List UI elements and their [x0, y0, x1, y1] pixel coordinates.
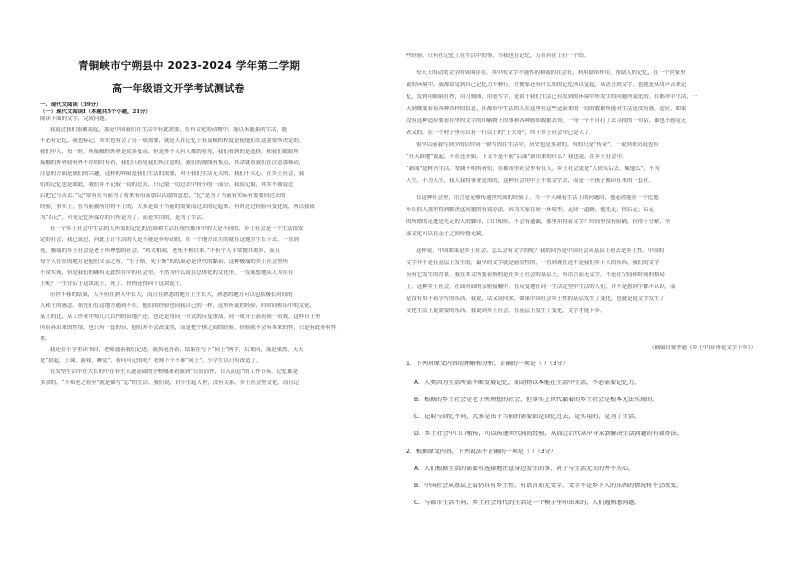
- question-2-option-b[interactable]: B．中国社会从基层上看仍具有乡土性，有语言而无文字，文字不是乡下人的东西的情况将不会改变。: [414, 483, 683, 489]
- passage-line: 文字并不是在基层上发生的，最早的文字就是庙堂性的，一直到现在还不是我们乡下人的东西，我们的文字: [406, 260, 660, 266]
- passage-line: “新闻”是释答生活，宽阔不明的者们，在都市里社会里有在人，乡土社会更是“人情头后去，赋他么”，不为: [406, 166, 660, 172]
- question-1-option-d[interactable]: D．乡土社会中口口相传，可以传递世代间的经验，从而让后代从中寻求到解决生活问题的有效办法。: [414, 431, 683, 437]
- exam-school-title: 青铜峡市宁朔县中 2023-2024 学年第二学期: [78, 60, 301, 72]
- passage-line: 不必有记忆，我也标记，其实也有会了另一项需要，就是人在记忆上有及模的程度是使他们在这需要所决定的。: [40, 138, 305, 144]
- passage-line: 说的环境中，我都常觉到自己记忆力不够行，方便家还有什么知的记忆所以觉起，从语言到文字，也就是从用声音来记: [406, 82, 687, 88]
- exam-paper-title: 高一年级语文开学考试测试卷: [112, 84, 245, 95]
- passage-line: 死，极端的乡土社会是老子所理想的社会，“鸡犬相闻，老死不相往来。”不但个人不常抛井离乡，而且: [40, 248, 280, 254]
- passage-line: 所培养出来的性情，也只有一套的台，他们并不会改变其，而是把个体之间的经验，经验就不会有本来的性，只是有此亦有性: [40, 325, 337, 331]
- passage-line: 是“晨起，上课，游戏，睡觉”，看问可记的吃？老师下个不准“同上”，小学生以只有改造了。: [40, 358, 262, 364]
- passage-line: 另有它发生的背景，我在本文所要着指的是在乡土社会的基层上，有语言而无文字，不论在空间和时间的格局: [406, 272, 665, 278]
- passage-line: 后把它与否去，”记”常有在当前为了将来有用而加以认取的意思，“忆”是为了当前有实际有需要回过去的: [40, 193, 286, 199]
- passage-line: “开天辟地”说起，不在还开始，下文不是不前“后面”新出来的什么？我也说，在乡土社会中，: [406, 154, 628, 160]
- passage-line: 某土的比，从工作业中知几尺以内的田地产还，也还是用同一方式的反复重演，同一成分上演着同一出戏，这样自土里: [40, 314, 321, 320]
- question-2-option-a[interactable]: A．人们根据生活的需要有选择地注意身边发生的事，对于与生活无关的并不关心。: [414, 466, 635, 472]
- passage-line: 接触的外界较有外不存的时有看，我们只看见我们所注意的，我们的视线有集点，其余就看我们在注意那移动，: [40, 160, 305, 166]
- question-2: 2．根据原文内容，下列说法不正确的一项是（ ）（3分）: [406, 449, 557, 455]
- passage-line: 我说过我们很累说起，那是中国我们在生活中有此需要，在有文化的动物中，能以未能系的生活，能: [50, 127, 288, 133]
- passage-line: 不常实现，但是我们的确有无此性在中的社会里，不然为什么说在总体化的文化里，一发展想地从人为在在: [40, 270, 294, 276]
- passage-line: 定的社会，我已说过，向此上计生活的人是不能是乡停动的，在一个地方出生的就在这地方生长下去，一直到: [40, 237, 299, 243]
- passage-line: 我还在小学里读书时，老师通着我们记述，我执笔答着，结果在写下“同上”两字，后来问，那是果然，天天: [50, 347, 304, 353]
- passage-line: 我们中人，每一时，所接触的外界是众多复杂，但是外不人有人都的看见，我们看到的是选择，和我们眼睛所: [40, 149, 299, 155]
- section-heading: 一、现代文阅读（39分）: [40, 102, 102, 108]
- passage-line: 忆，发到用眼睛打抄，用刀刻图，用笔写字，是由于我们生活已有发到的环境中所发生的问题所变化的。在都市中生活，一: [406, 94, 698, 100]
- passage-line: 人和土的感念，祖先们在这地方遇到不在，他们的经验也同我自己的一样，这里所说的经验，时时间相乐中的文化，: [40, 303, 315, 309]
- passage-line: 年长的人那里得到解决这问题的有效办法，因为大家在同一环境里，走同一道路，他先走，你后走；后走: [406, 207, 654, 213]
- passage-line: 在这种社会里，语言是足够传递世代间的经验了。当一个人碰着生活上的问题时，他必然能在一个比他: [416, 195, 659, 201]
- passage-line: 人生，不为人生，我人我将事业是需的，这种社会用中上不需文字去，而是一个孩子都印在本的一套社。: [406, 178, 654, 184]
- passage-line: 的所踏的足迹是先走的人的脚印，口口相传，不会有遗漏，那里用得着文字？时间里没有阻隔，拉得十分紧，全: [406, 219, 671, 225]
- question-1-option-b[interactable]: B．根据的乡土社会是老子所理想的社会，但事实上世代黏着的乡土社会是根本无法实现的。: [414, 397, 659, 403]
- passage-line: 每天上的动类文学的周围存在，其中的文字不能性的和我的在会社，利用联络作用，帮助人的记忆，在一个世家里: [416, 70, 686, 76]
- subsection-heading: （一）现代文阅读Ⅰ（本题共5个小题，21分）: [40, 109, 151, 115]
- passage-line: 注意的方面是我们的兴趣，这样的界限是我们生活的需要，对于我们生活无关的，我们不关心，在乡土社会，我: [40, 171, 305, 177]
- question-1-option-a[interactable]: A．人类因为生活所需不断发展记忆，而动物以本能在生活中生活，不必需要记忆力。: [414, 380, 641, 386]
- reading-instruction: 阅读下面的文字，完成问题。: [40, 116, 111, 122]
- passage-line: 很早以前我写到少的信件同一群写的在生活中，历史也是多余的，有的只是“传奇”，一说到来历说也有: [416, 142, 659, 148]
- passage-line: 来。: [40, 336, 51, 342]
- passage-source: （摘编自费孝通《乡土中国·再论文字下乡》）: [649, 345, 756, 351]
- passage-line: 上，这种乡土社会，在面对面的亲密接触中，在反复地在同一生活定型中生活的人们，并不是愚到字都不认识，而: [406, 284, 676, 290]
- passage-line: 者又的，在一个村子里可以有一行以上的“王大哥”，终于乡土社会中已是人了。: [406, 130, 595, 136]
- passage-line: 们的记忆也是如此，我们并不记取一切的过去，只记取一切过去中较小的一部分，我说记取，其实不如说过: [40, 182, 294, 188]
- question-2-option-c[interactable]: C．与都市生活不同，乡土社会每代的生活是一个模子里印出来的，人们遇熟悉问题。: [414, 500, 641, 506]
- passage-line: 每个人住在的地方是他们父亲之所，“生于斯，死于斯”的结果必是世代的黏着，这种极端的乡土社会里所: [40, 259, 289, 265]
- passage-line: 在发型生活中在大长的中在非生人逐基础的学校哪来看我到“日出而作，日入而息”的工作节奏，记忆都是: [50, 369, 299, 375]
- passage-line: 是没有用不着学写的东西，我说，话又说回来，如果中国社会乡土性的基层发生了变化，也就是说文字发生了: [406, 296, 665, 302]
- passage-line: 这样说，中国如果是乡土社会，怎么会有文字的呢？我的回答是中国社会从基层上看去是乡土性，中国的: [416, 248, 664, 254]
- passage-line: 经验，事实上，在当前被所用得不上的，大多是由于当前的需要而过去的记起来，有时过过经验可变化成，所以我成: [40, 204, 315, 210]
- passage-line: 历世不移的结果，人不但在熟人中长大，而且在熟悉的地方上生长大，熟悉的地方可以包括极长时间的: [50, 292, 293, 298]
- passage-line: 天到晚要看着各种各样的信息，在都市中生活的人在这里在这些适而来的一切的数据所能对生活是没有感，适应，如果: [406, 106, 687, 112]
- passage-line: 土呢？一生住后于这块泥土，死了，骨肉还得回于这块泥土。: [40, 281, 186, 287]
- question-1-option-c[interactable]: C．记取与回忆不同，大多是出于当前的需要而是回忆过去，是实用的，是为了生活。: [414, 414, 641, 420]
- passage-line: 为“否记”，可见记忆所保存的只所是为了，而是实用的，是为了生活。: [40, 215, 208, 221]
- passage-line: 没有这种适应要看在里的文字的印刷物上的事和各种感知数据去得，一句一个不自打了去寻找的一句话，谁也不感觉无: [406, 118, 687, 124]
- passage-line: 部文化可以在亲子之间传授无缺。: [406, 231, 487, 237]
- passage-line: 在一个乡土社会中生活的人所需的记忆的范围和生活在现代都市中的人是不同的，乡土社会是一个生活很安: [50, 226, 304, 232]
- passage-line: 些经验，只有在记忆上在生活中的事，当我也在记忆，万在有在上打一个结。: [406, 53, 590, 59]
- passage-line: 多余的，“不知老之将至”就是描写“忘”的生活。我们说，自小生起人世，没有关系，乡土社会里文化，而且记: [40, 380, 299, 386]
- question-1: 1．下列对原文内容的理解和分析，正确的一项是（ ）（3分）: [406, 361, 569, 367]
- passage-line: 文化生活上更需要的东西。我说到乡土社会，在基层上发生了变化，文字才能下乡。: [406, 308, 606, 314]
